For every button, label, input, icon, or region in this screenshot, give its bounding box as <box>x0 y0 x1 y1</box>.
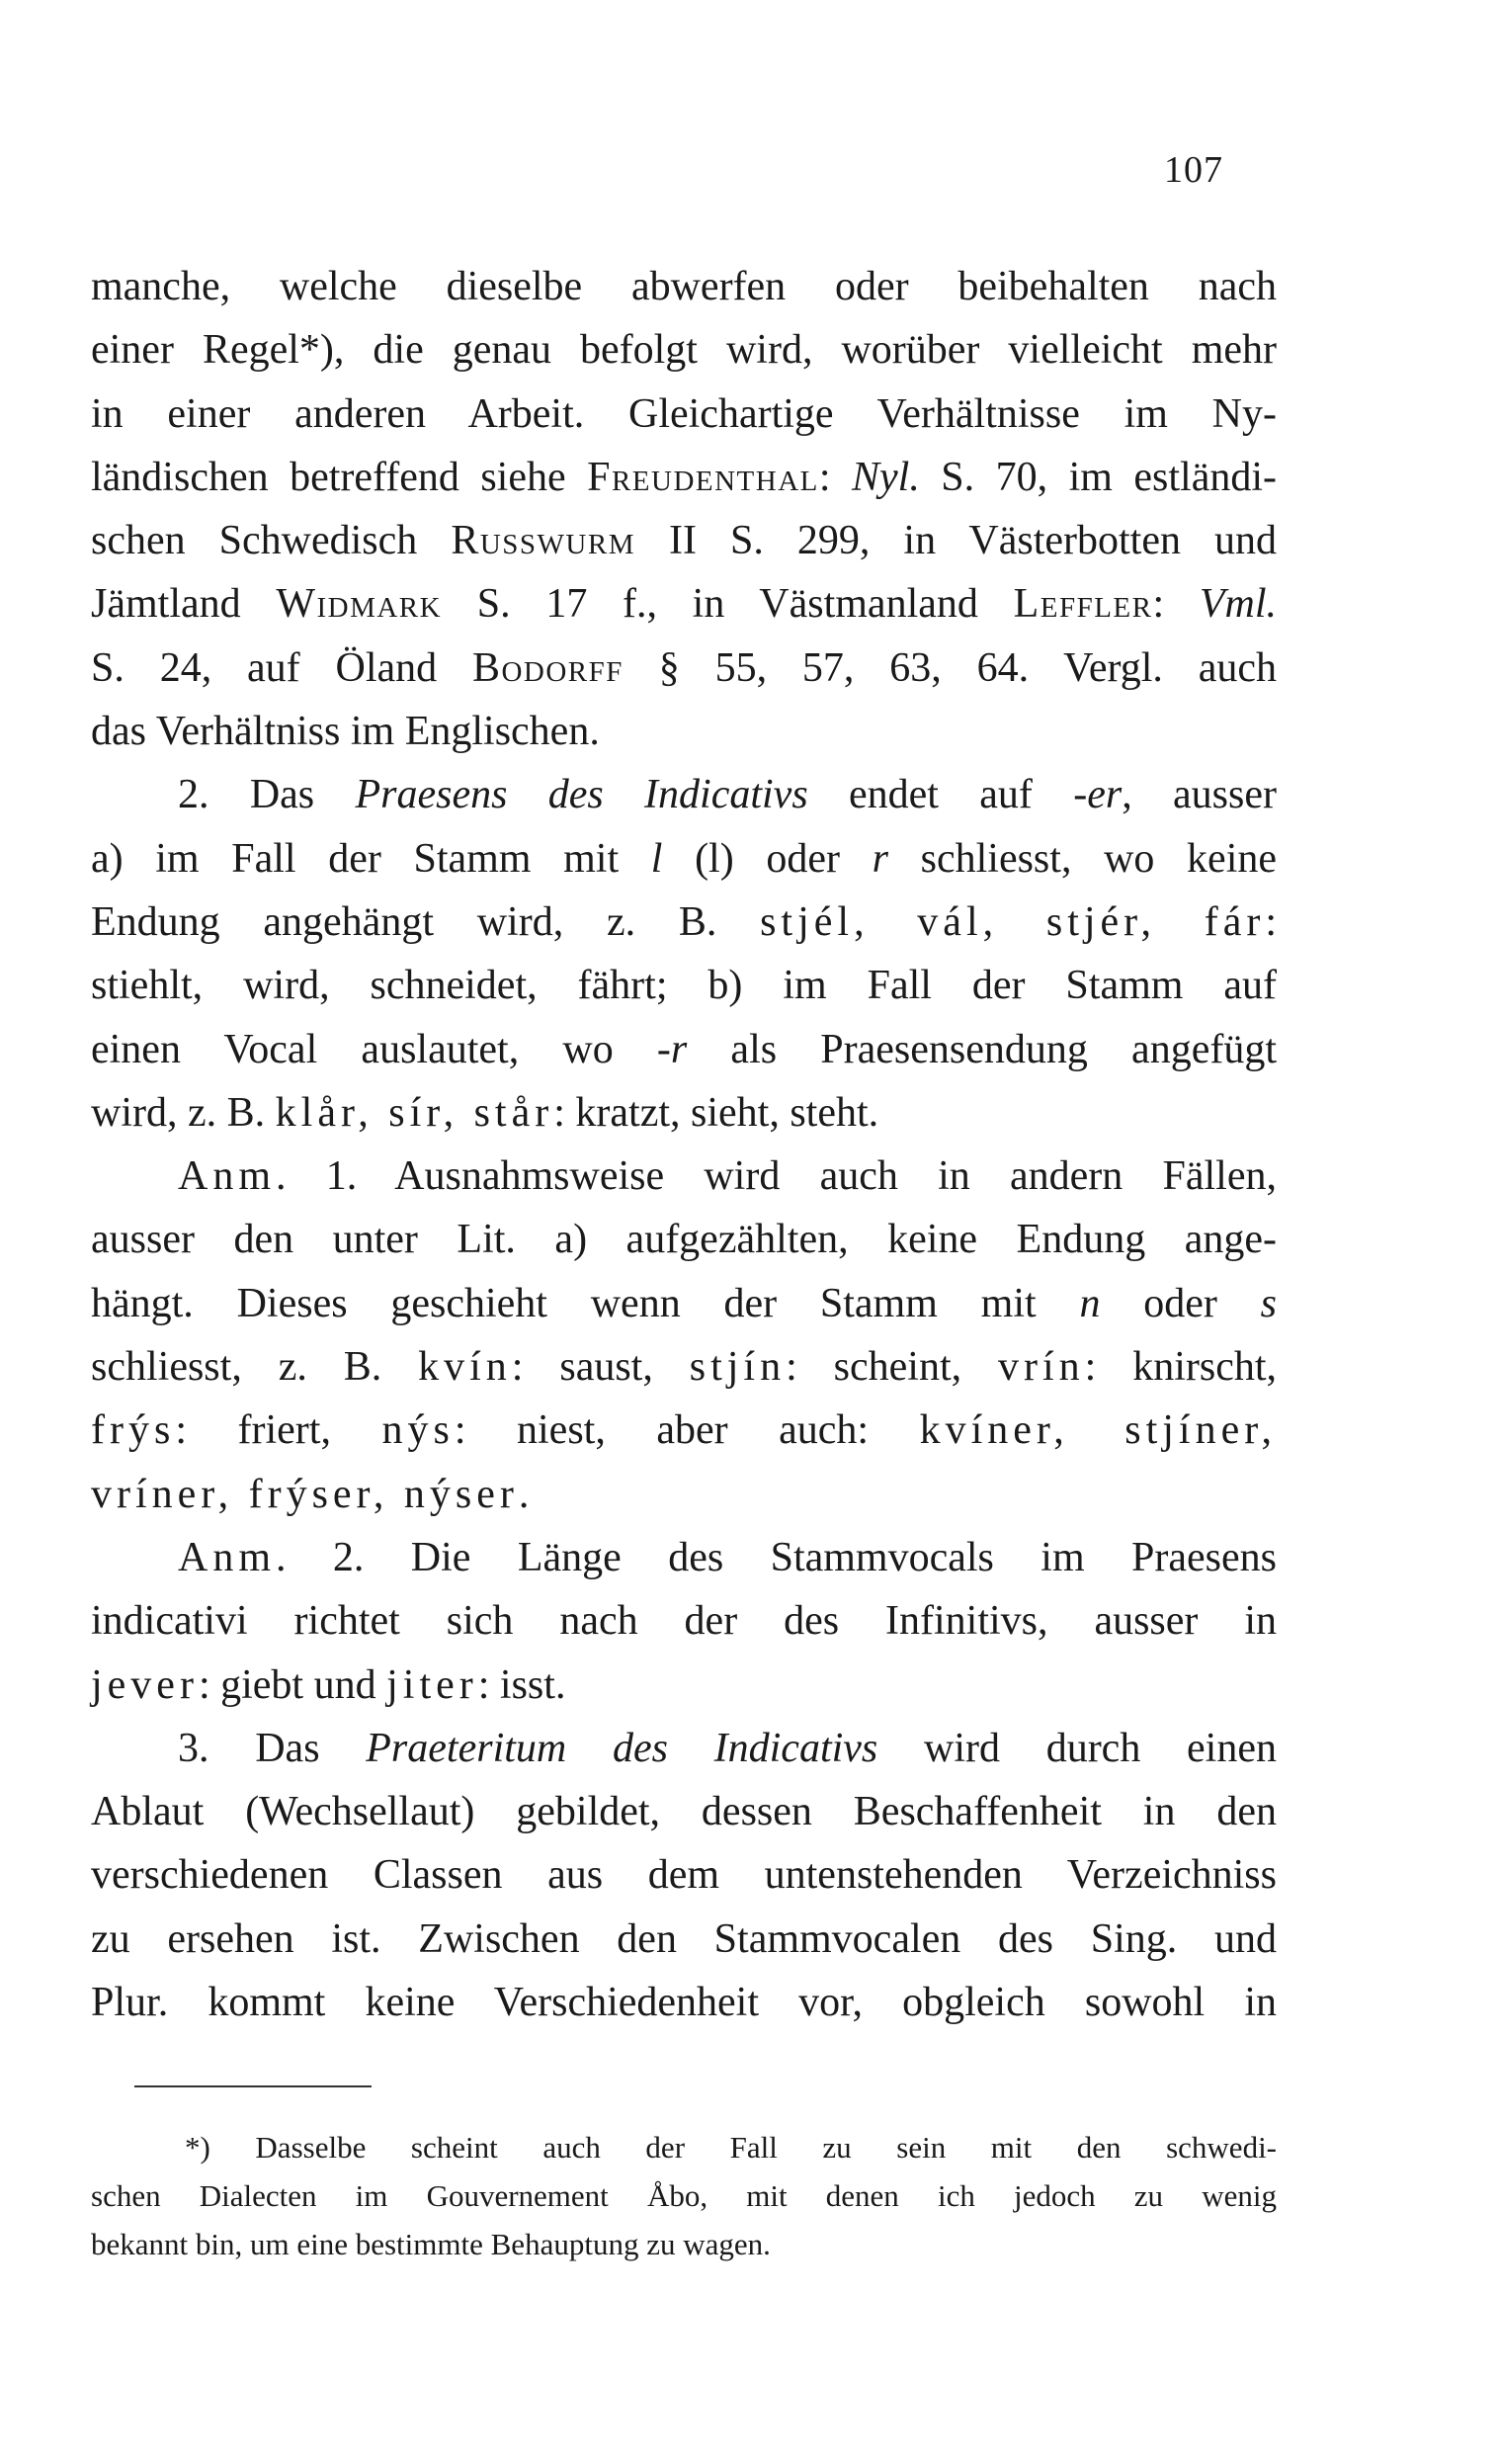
text-line <box>91 572 1277 636</box>
spaced-word: Anm <box>178 1534 276 1580</box>
text-line <box>91 891 1277 954</box>
text-run: : friert, <box>175 1407 382 1454</box>
italic-term: Vml. <box>1199 581 1277 628</box>
text-line: zu ersehen ist. Zwischen den Stammvocalen des Sing. und <box>91 1915 1277 1962</box>
spaced-word: vríner, frýser, nýser <box>91 1471 519 1517</box>
text-line <box>91 1654 1277 1717</box>
italic-term: r <box>872 835 888 882</box>
text-run: § 55, 57, 63, 64. Vergl. auch <box>623 644 1277 691</box>
text-run: 2. Das <box>178 772 356 818</box>
text-line: einer Regel*), die genau befolgt wird, worüber vielleicht mehr <box>91 327 1277 374</box>
text-run: S. 70, im estländi- <box>919 454 1278 500</box>
text-line <box>91 827 1277 891</box>
text-run: . 2. Die Länge des Stammvocals im Praesens <box>276 1534 1277 1580</box>
italic-term: Nyl. <box>852 454 920 500</box>
text-line <box>91 1018 1277 1081</box>
spaced-word: frýs <box>91 1407 176 1454</box>
text-run: oder <box>1100 1280 1261 1326</box>
text-run: : knirscht, <box>1084 1344 1278 1391</box>
spaced-word: nýs <box>381 1407 455 1454</box>
spaced-word: stjél, vál, stjér, fár <box>760 898 1266 945</box>
text-line <box>91 763 1277 826</box>
text-line: Ablaut (Wechsellaut) gebildet, dessen Beschaffenheit in den <box>91 1789 1277 1835</box>
text-run: : <box>818 454 853 500</box>
author-name: Russwurm <box>451 518 635 564</box>
text-run: : saust, <box>511 1344 690 1391</box>
author-name: Freudenthal <box>587 454 819 500</box>
text-line: das Verhältniss im Englischen. <box>91 709 600 755</box>
text-line <box>91 1081 1277 1145</box>
italic-term: n <box>1079 1280 1101 1326</box>
text-line: ausser den unter Lit. a) aufgezählten, keine Endung ange- <box>91 1217 1277 1263</box>
spaced-word: jever <box>91 1661 199 1708</box>
text-run: : <box>1265 898 1278 945</box>
text-run: wird, z. B. <box>91 1089 276 1136</box>
text-line <box>91 1399 1277 1462</box>
text-run: . <box>518 1471 530 1517</box>
text-line <box>91 509 1277 572</box>
italic-term: -er <box>1073 772 1123 818</box>
text-line: verschiedenen Classen aus dem untenstehenden Verzeichniss <box>91 1852 1277 1899</box>
text-run: endet auf <box>807 772 1074 818</box>
italic-term: Praeteritum des Indicativs <box>366 1725 878 1771</box>
italic-term: s <box>1260 1280 1277 1326</box>
text-run: : isst. <box>477 1661 566 1708</box>
text-run: : scheint, <box>786 1344 998 1391</box>
text-line <box>91 1717 1277 1780</box>
text-run: a) im Fall der Stamm mit <box>91 835 651 882</box>
italic-term: l <box>650 835 663 882</box>
text-line: Plur. kommt keine Verschiedenheit vor, obgleich sowohl in <box>91 1980 1277 2026</box>
text-run: als Praesensendung angefügt <box>687 1026 1277 1072</box>
text-line <box>91 446 1277 509</box>
italic-term: Praesens des Indicativs <box>355 772 808 818</box>
italic-term: -r <box>656 1026 688 1072</box>
body-text <box>91 255 1277 2034</box>
text-run: . 1. Ausnahmsweise wird auch in andern Fällen, <box>276 1153 1277 1200</box>
text-run: hängt. Dieses geschieht wenn der Stamm mit <box>91 1280 1080 1326</box>
text-run: : kratzt, sieht, steht. <box>553 1089 879 1136</box>
text-run: II S. 299, in Västerbotten und <box>634 518 1277 564</box>
text-run: 3. Das <box>178 1725 367 1771</box>
text-run: , ausser <box>1122 772 1277 818</box>
text-run: schliesst, wo keine <box>887 835 1277 882</box>
text-run: einen Vocal auslautet, wo <box>91 1026 657 1072</box>
spaced-word: kvín <box>418 1344 512 1391</box>
text-run: S. 17 f., in Västmanland <box>442 581 1014 628</box>
text-line <box>91 1335 1277 1399</box>
author-name: Widmark <box>276 581 443 628</box>
text-line: indicativi richtet sich nach der des Infinitivs, ausser in <box>91 1598 1277 1645</box>
spaced-word: vrín <box>998 1344 1085 1391</box>
footnote-line: schen Dialecten im Gouvernement Åbo, mit denen ich jedoch zu wenig <box>91 2178 1277 2213</box>
text-run: Endung angehängt wird, z. B. <box>91 898 761 945</box>
spaced-word: Anm <box>178 1153 276 1200</box>
text-run: S. 24, auf Öland <box>91 644 472 691</box>
text-run: wird durch einen <box>877 1725 1277 1771</box>
page-number: 107 <box>1164 149 1223 191</box>
text-line <box>91 637 1277 700</box>
spaced-word: klår, sír, står <box>275 1089 554 1136</box>
text-run: : <box>1152 581 1200 628</box>
text-line: manche, welche dieselbe abwerfen oder beibehalten nach <box>91 264 1277 309</box>
spaced-word: kvíner, stjíner, <box>919 1407 1278 1454</box>
footnote-rule <box>134 2085 372 2087</box>
footnote <box>91 2123 1277 2268</box>
text-run: (l) oder <box>662 835 873 882</box>
footnote-line: bekannt bin, um eine bestimmte Behauptung zu wagen. <box>91 2227 771 2261</box>
spaced-word: jiter <box>386 1661 478 1708</box>
text-run: ländischen betreffend siehe <box>91 454 588 500</box>
text-line <box>91 1145 1277 1208</box>
spaced-word: stjín <box>689 1344 787 1391</box>
text-line <box>91 1463 1277 1526</box>
author-name: Bodorff <box>471 644 624 691</box>
text-run: schliesst, z. B. <box>91 1344 419 1391</box>
text-line: in einer anderen Arbeit. Gleichartige Verhältnisse im Ny- <box>91 390 1277 437</box>
author-name: Leffler <box>1013 581 1153 628</box>
text-run: Jämtland <box>91 581 277 628</box>
footnote-line: *) Dasselbe scheint auch der Fall zu sein mit den schwedi- <box>185 2130 1277 2165</box>
text-run: : giebt und <box>198 1661 387 1708</box>
text-run: : niest, aber auch: <box>454 1407 920 1454</box>
text-line <box>91 1526 1277 1589</box>
text-line <box>91 1272 1277 1335</box>
text-line: stiehlt, wird, schneidet, fährt; b) im Fall der Stamm auf <box>91 963 1277 1009</box>
text-run: schen Schwedisch <box>91 518 452 564</box>
